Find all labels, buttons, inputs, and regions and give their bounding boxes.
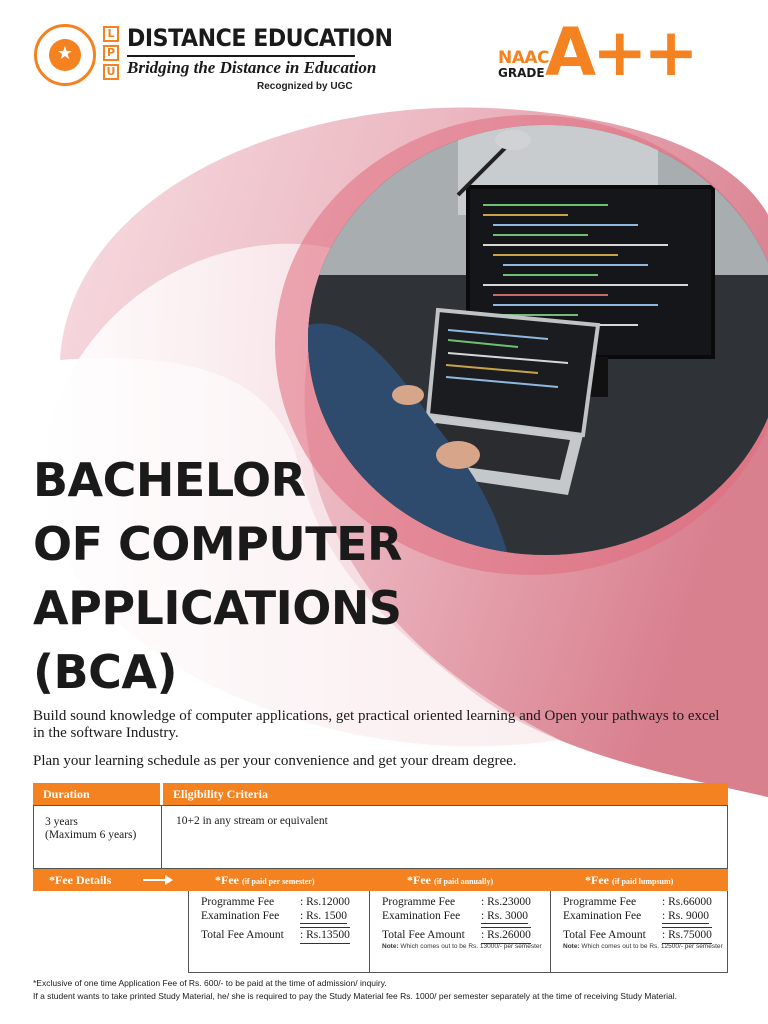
fee-header-semester	[215, 869, 314, 893]
fee-plan-semester	[188, 891, 370, 973]
brand-tagline: Bridging the Distance in Education	[127, 58, 377, 77]
footnote-study-material: If a student wants to take printed Study Material, he/ she is required to pay the Study Material fee Rs. 1000/ per semester separately at the time of receiving Study Material.	[33, 990, 677, 1001]
fee-plan-annual	[369, 891, 551, 973]
total-fee-value: : Rs.26000	[481, 927, 531, 944]
university-seal-logo: ★	[34, 24, 96, 86]
total-fee-label: Total Fee Amount	[201, 929, 284, 941]
footnotes	[33, 977, 733, 1002]
course-title-line: OF COMPUTER	[33, 517, 402, 571]
naac-label: NAAC	[498, 48, 550, 68]
programme-fee-value: : Rs.23000	[481, 896, 531, 908]
note-text: Which comes out to be Rs. 13000/- per semester	[398, 943, 542, 950]
fee-details-bar	[33, 869, 728, 891]
total-fee-value: : Rs.75000	[662, 927, 712, 944]
lpu-logo	[103, 26, 119, 83]
lpu-letter: L	[103, 26, 119, 42]
fee-prefix: *Fee	[585, 873, 609, 887]
exam-fee-label: Examination Fee	[201, 910, 280, 922]
fee-mode-annual: (if paid annually)	[433, 877, 494, 886]
naac-grade-value: A++	[545, 14, 695, 91]
course-title-line: BACHELOR	[33, 453, 306, 507]
eligibility-header: Eligibility Criteria	[163, 783, 728, 805]
fee-details-label: *Fee Details	[49, 873, 112, 887]
total-fee-label: Total Fee Amount	[382, 929, 465, 941]
fee-mode-lumpsum: (if paid lumpsum)	[611, 877, 674, 886]
arrow-right-icon	[143, 875, 173, 885]
total-fee-value: : Rs.13500	[300, 927, 350, 944]
fee-plan-lumpsum	[550, 891, 728, 973]
note-text: Which comes out to be Rs. 12500/- per semester	[579, 943, 723, 950]
footnote-application-fee: *Exclusive of one time Application Fee of Rs. 600/- to be paid at the time of admission/ inquiry.	[33, 978, 387, 988]
duration-header: Duration	[33, 783, 160, 805]
exam-fee-value: : Rs. 9000	[662, 910, 709, 922]
note-label: Note:	[382, 943, 399, 950]
fee-header-lumpsum	[585, 869, 673, 893]
fee-note	[382, 943, 542, 951]
course-title-line: (BCA)	[33, 645, 177, 699]
programme-fee-label: Programme Fee	[201, 896, 275, 908]
programme-fee-value: : Rs.66000	[662, 896, 712, 908]
lpu-letter: U	[103, 64, 119, 80]
total-fee-label: Total Fee Amount	[563, 929, 646, 941]
course-title-line: APPLICATIONS	[33, 581, 402, 635]
fee-note	[563, 943, 723, 951]
brand-divider	[127, 55, 355, 57]
course-intro: Build sound knowledge of computer applications, get practical oriented learning and Open your pathways to excel in the software Industry.	[33, 708, 720, 741]
programme-fee-label: Programme Fee	[563, 896, 637, 908]
duration-max: (Maximum 6 years)	[45, 829, 137, 841]
programme-fee-label: Programme Fee	[382, 896, 456, 908]
course-intro-secondary: Plan your learning schedule as per your convenience and get your dream degree.	[33, 753, 517, 769]
lpu-letter: P	[103, 45, 119, 61]
fee-mode-semester: (if paid per semester)	[241, 877, 315, 886]
course-title	[33, 448, 402, 704]
ugc-recognition: Recognized by UGC	[257, 81, 353, 92]
exam-fee-label: Examination Fee	[382, 910, 461, 922]
exam-fee-label: Examination Fee	[563, 910, 642, 922]
duration-value: 3 years	[45, 816, 78, 828]
fee-prefix: *Fee	[215, 873, 239, 887]
exam-fee-value: : Rs. 1500	[300, 910, 347, 922]
programme-fee-value: : Rs.12000	[300, 896, 350, 908]
eligibility-value: 10+2 in any stream or equivalent	[176, 815, 328, 827]
naac-grade-label: GRADE	[498, 66, 545, 80]
fee-header-annual	[407, 869, 493, 893]
brand-title: DISTANCE EDUCATION	[127, 24, 393, 52]
fee-prefix: *Fee	[407, 873, 431, 887]
exam-fee-value: : Rs. 3000	[481, 910, 528, 922]
note-label: Note:	[563, 943, 580, 950]
